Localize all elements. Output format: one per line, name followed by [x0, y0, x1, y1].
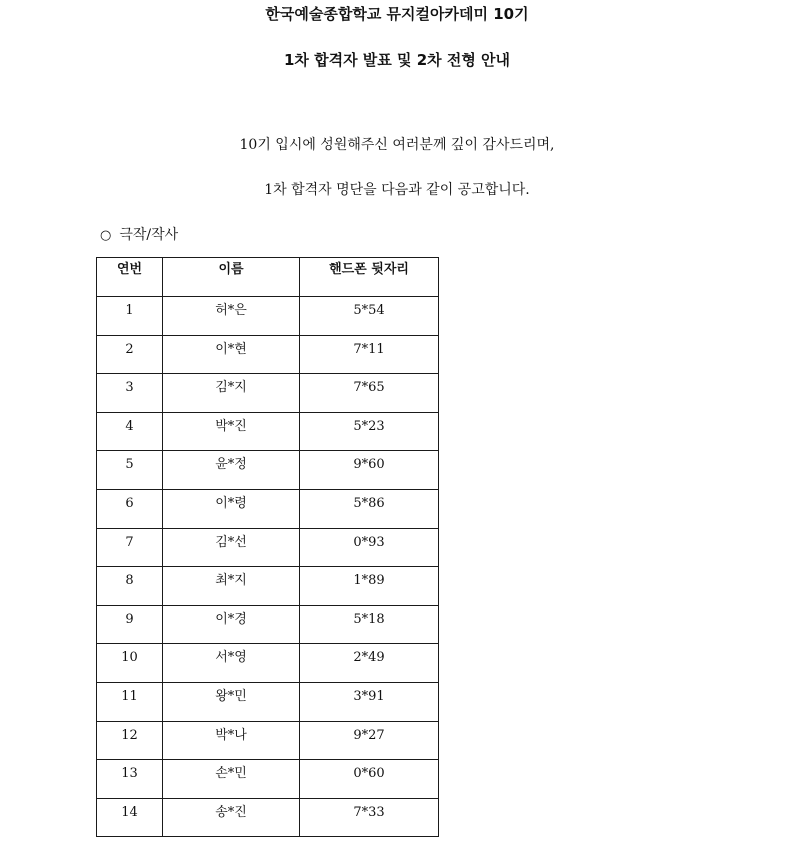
applicant-name: 허*은 — [163, 297, 300, 336]
phone-suffix: 5*23 — [300, 412, 439, 451]
applicant-name: 왕*민 — [163, 682, 300, 721]
applicant-name: 서*영 — [163, 644, 300, 683]
table-row — [97, 682, 439, 721]
section-heading — [100, 225, 178, 246]
applicant-name: 박*진 — [163, 412, 300, 451]
applicant-name: 윤*정 — [163, 451, 300, 490]
phone-suffix: 7*33 — [300, 798, 439, 837]
header-name: 이름 — [163, 258, 300, 297]
applicant-name: 송*진 — [163, 798, 300, 837]
header-phone: 핸드폰 뒷자리 — [300, 258, 439, 297]
table-row — [97, 528, 439, 567]
applicant-name: 김*지 — [163, 374, 300, 413]
row-number: 14 — [97, 798, 163, 837]
row-number: 2 — [97, 335, 163, 374]
phone-suffix: 9*27 — [300, 721, 439, 760]
phone-suffix: 2*49 — [300, 644, 439, 683]
header-number: 연번 — [97, 258, 163, 297]
intro-line-1: 10기 입시에 성원해주신 여러분께 깊이 감사드리며, — [239, 137, 555, 153]
phone-suffix: 7*65 — [300, 374, 439, 413]
applicant-name: 박*나 — [163, 721, 300, 760]
table-row — [97, 760, 439, 799]
table-row — [97, 721, 439, 760]
table-row — [97, 489, 439, 528]
applicant-name: 이*현 — [163, 335, 300, 374]
applicant-name: 이*령 — [163, 489, 300, 528]
row-number: 3 — [97, 374, 163, 413]
applicant-name: 최*지 — [163, 567, 300, 606]
table-row — [97, 335, 439, 374]
row-number: 9 — [97, 605, 163, 644]
table-header-row — [97, 258, 439, 297]
row-number: 4 — [97, 412, 163, 451]
document-title: 한국예술종합학교 뮤지컬아카데미 10기 — [265, 5, 529, 23]
circle-bullet-icon: ○ — [100, 228, 112, 243]
row-number: 7 — [97, 528, 163, 567]
document-subtitle: 1차 합격자 발표 및 2차 전형 안내 — [283, 51, 511, 69]
applicant-name: 이*경 — [163, 605, 300, 644]
phone-suffix: 5*54 — [300, 297, 439, 336]
phone-suffix: 5*86 — [300, 489, 439, 528]
row-number: 12 — [97, 721, 163, 760]
intro-line-2: 1차 합격자 명단을 다음과 같이 공고합니다. — [264, 182, 530, 198]
applicant-name: 김*선 — [163, 528, 300, 567]
table-row — [97, 412, 439, 451]
applicant-name: 손*민 — [163, 760, 300, 799]
phone-suffix: 0*60 — [300, 760, 439, 799]
table-row — [97, 297, 439, 336]
table-row — [97, 644, 439, 683]
row-number: 1 — [97, 297, 163, 336]
phone-suffix: 7*11 — [300, 335, 439, 374]
section-label: 극작/작사 — [119, 227, 179, 243]
table-row — [97, 605, 439, 644]
table-row — [97, 567, 439, 606]
phone-suffix: 3*91 — [300, 682, 439, 721]
row-number: 8 — [97, 567, 163, 606]
applicant-table — [96, 257, 439, 837]
phone-suffix: 9*60 — [300, 451, 439, 490]
table-row — [97, 798, 439, 837]
table-body — [97, 297, 439, 837]
row-number: 11 — [97, 682, 163, 721]
phone-suffix: 5*18 — [300, 605, 439, 644]
phone-suffix: 1*89 — [300, 567, 439, 606]
row-number: 10 — [97, 644, 163, 683]
row-number: 6 — [97, 489, 163, 528]
row-number: 13 — [97, 760, 163, 799]
table-row — [97, 374, 439, 413]
table-row — [97, 451, 439, 490]
phone-suffix: 0*93 — [300, 528, 439, 567]
row-number: 5 — [97, 451, 163, 490]
